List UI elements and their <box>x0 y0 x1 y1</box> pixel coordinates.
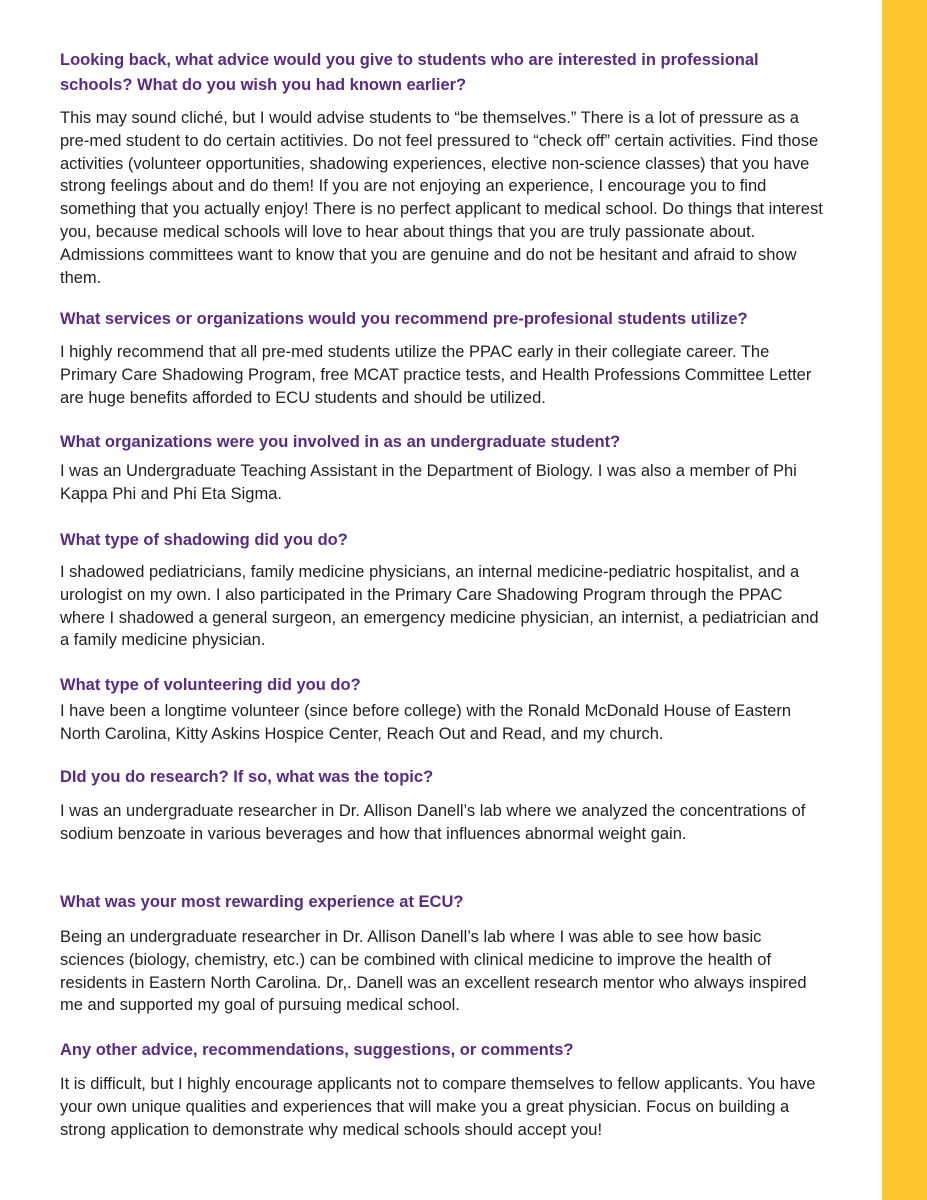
answer-advice: This may sound cliché, but I would advise students to “be themselves.” There is a lot of pressure as a pre-med student to do certain actitivies. Do not feel pressured to “check off” certain activities. Find those activities (volunteer opportunities, shadowing experiences, elective non-science classes) that you have strong feelings about and do them! If you are not enjoying an experience, I encourage you to find something that you actually enjoy! There is no perfect applicant to medical school. Do things that interest you, because medical schools will love to hear about things that you are truly passionate about. Admissions committees want to know that you are genuine and do not be hesitant and afraid to show them. <box>60 109 823 287</box>
question-rewarding: What was your most rewarding experience at ECU? <box>60 893 464 911</box>
answer-shadowing: I shadowed pediatricians, family medicine physicians, an internal medicine-pediatric hospitalist, and a urologist on my own. I also participated in the Primary Care Shadowing Program through the PPAC where I shadowed a general surgeon, an emergency medicine physician, an internist, a pediatrician and a family medicine physician. <box>60 563 819 650</box>
question-advice: Looking back, what advice would you give to students who are interested in professional schools? What do you wish you had known earlier? <box>60 51 759 94</box>
answer-research: I was an undergraduate researcher in Dr. Allison Danell’s lab where we analyzed the concentrations of sodium benzoate in various beverages and how that influences abnormal weight gain. <box>60 802 806 843</box>
answer-volunteering: I have been a longtime volunteer (since before college) with the Ronald McDonald House of Eastern North Carolina, Kitty Askins Hospice Center, Reach Out and Read, and my church. <box>60 702 792 743</box>
answer-rewarding: Being an undergraduate researcher in Dr. Allison Danell’s lab where I was able to see how basic sciences (biology, chemistry, etc.) can be combined with clinical medicine to improve the health of residents in Eastern North Carolina. Dr,. Danell was an excellent research mentor who always inspired me and supported my goal of pursuing medical school. <box>60 928 807 1015</box>
answer-organizations: I was an Undergraduate Teaching Assistant in the Department of Biology. I was also a member of Phi Kappa Phi and Phi Eta Sigma. <box>60 462 797 503</box>
answer-other-advice: It is difficult, but I highly encourage applicants not to compare themselves to fellow applicants. You have your own unique qualities and experiences that will make you a great physician. Focus on building a strong application to demonstrate why medical schools should accept you! <box>60 1075 816 1139</box>
gold-accent-bar <box>882 0 927 1200</box>
question-services: What services or organizations would you recommend pre-profesional students utilize? <box>60 310 748 328</box>
question-organizations: What organizations were you involved in as an undergraduate student? <box>60 433 621 451</box>
question-volunteering: What type of volunteering did you do? <box>60 676 361 694</box>
question-shadowing: What type of shadowing did you do? <box>60 531 348 549</box>
question-other-advice: Any other advice, recommendations, suggestions, or comments? <box>60 1041 574 1059</box>
answer-services: I highly recommend that all pre-med students utilize the PPAC early in their collegiate career. The Primary Care Shadowing Program, free MCAT practice tests, and Health Professions Committee Letter are huge benefits afforded to ECU students and should be utilized. <box>60 343 812 407</box>
question-research: DId you do research? If so, what was the topic? <box>60 768 434 786</box>
